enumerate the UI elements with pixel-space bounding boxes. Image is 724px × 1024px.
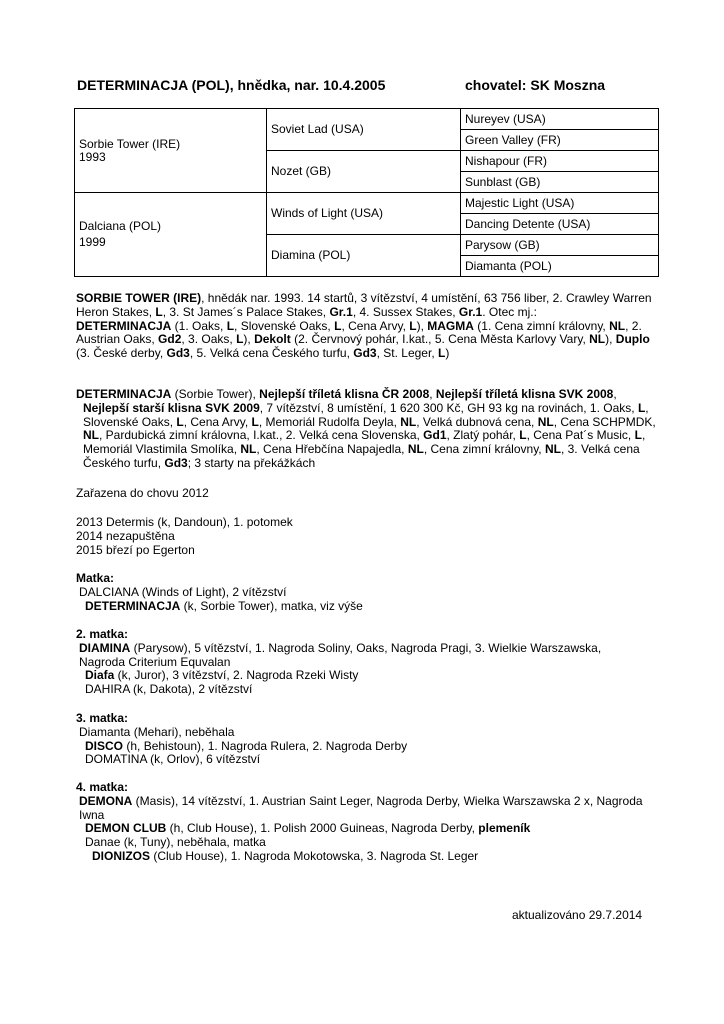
offspring-list: [76, 516, 660, 557]
pedigree-gen3-2: Green Valley (FR): [461, 130, 659, 151]
stud-entry: Zařazena do chovu 2012: [76, 486, 209, 500]
pedigree-gen3-4: Sunblast (GB): [461, 172, 659, 193]
dam-section: Matka: DALCIANA (Winds of Light), 2 vítězství DETERMINACJA (k, Sorbie Tower), matka, viz výše: [76, 571, 363, 613]
dam-name: Dalciana (POL): [79, 219, 162, 233]
pedigree-gen3-7: Parysow (GB): [461, 235, 659, 256]
dam2-heading: 2. matka:: [76, 627, 129, 641]
offspring-2015: 2015 březí po Egerton: [76, 542, 195, 557]
dam4-section: 4. matka: DEMONA (Masis), 14 vítězství, 1. Austrian Saint Leger, Nagroda Derby, Wielka Warszawska 2 x, Nagroda Iwna DEMON CLUB (h, Club House), 1. Polish 2000 Guineas, Nagroda Derby, plemeník Danae (k, Tuny), neběhala, matka DIONIZOS (Club House), 1. Nagroda Mokotowska, 3. Nagroda St. Leger: [76, 780, 643, 863]
dam2-section: 2. matka: DIAMINA (Parysow), 5 vítězství, 1. Nagroda Soliny, Oaks, Nagroda Pragi, 3. Wielkie Warszawska, Nagroda Criterium Equvalan Diafa (k, Juror), 3 vítězství, 2. Nagroda Rzeki Wisty DAHIRA (k, Dakota), 2 vítězství: [76, 627, 602, 697]
pedigree-table: [74, 108, 659, 277]
dam4-heading: 4. matka:: [76, 780, 129, 794]
pedigree-gen2-2: Nozet (GB): [267, 151, 461, 193]
offspring-2014: 2014 nezapuštěna: [76, 528, 175, 543]
updated-date: aktualizováno 29.7.2014: [512, 908, 643, 922]
pedigree-gen3-8: Diamanta (POL): [461, 256, 659, 277]
pedigree-gen3-1: Nureyev (USA): [461, 109, 659, 130]
offspring-2013: 2013 Determis (k, Dandoun), 1. potomek: [76, 515, 293, 529]
breeder-label: chovatel: SK Moszna: [465, 77, 606, 93]
pedigree-gen2-1: Soviet Lad (USA): [267, 109, 461, 151]
pedigree-gen3-3: Nishapour (FR): [461, 151, 659, 172]
page-title: [77, 77, 637, 93]
mare-description: DETERMINACJA (Sorbie Tower), Nejlepší tříletá klisna ČR 2008, Nejlepší tříletá klisna SVK 2008, Nejlepší starší klisna SVK 2009, 7 vítězství, 8 umístění, 1 620 300 Kč, GH 93 kg na rovinách, 1. Oaks, L, Slovenské Oaks, L, Cena Arvy, L, Memoriál Rudolfa Deyla, NL, Velká dubnová cena, NL, Cena SCHPMDK, NL, Pardubická zimní královna, I.kat., 2. Velká cena Slovenska, Gd1, Zlatý pohár, L, Cena Pat´s Music, L, Memoriál Vlastimila Smolíka, NL, Cena Hřebčína Napajedla, NL, Cena zimní královny, NL, 3. Velká cena Českého turfu, Gd3; 3 starty na překážkách: [76, 387, 656, 470]
pedigree-gen3-5: Majestic Light (USA): [461, 193, 659, 214]
sire-name: Sorbie Tower (IRE): [79, 136, 181, 151]
dam-heading: Matka:: [76, 571, 115, 585]
dam3-section: 3. matka: Diamanta (Mehari), neběhala DISCO (h, Behistoun), 1. Nagroda Rulera, 2. Nagroda Derby DOMATINA (k, Orlov), 6 vítězství: [76, 711, 408, 767]
pedigree-gen2-3: Winds of Light (USA): [267, 193, 461, 235]
pedigree-gen2-4: Diamina (POL): [267, 235, 461, 277]
sire-year: 1993: [79, 149, 106, 164]
pedigree-dam: [75, 193, 267, 277]
pedigree-gen3-6: Dancing Detente (USA): [461, 214, 659, 235]
horse-title: DETERMINACJA (POL), hnědka, nar. 10.4.2005: [77, 77, 386, 93]
pedigree-sire: [75, 109, 267, 193]
sire-description: SORBIE TOWER (IRE), hnědák nar. 1993. 14 startů, 3 vítězství, 4 umístění, 63 756 liber, 2. Crawley Warren Heron Stakes, L, 3. St James´s Palace Stakes, Gr.1, 4. Sussex Stakes, Gr.1. Otec mj.: DETERMINACJA (1. Oaks, L, Slovenské Oaks, L, Cena Arvy, L), MAGMA (1. Cena zimní královny, NL, 2. Austrian Oaks, Gd2, 3. Oaks, L), Dekolt (2. Červnový pohár, I.kat., 5. Cena Města Karlovy Vary, NL), Duplo (3. České derby, Gd3, 5. Velká cena Českého turfu, Gd3, St. Leger, L): [76, 291, 652, 361]
dam-year: 1999: [79, 235, 106, 249]
dam3-heading: 3. matka:: [76, 711, 129, 725]
